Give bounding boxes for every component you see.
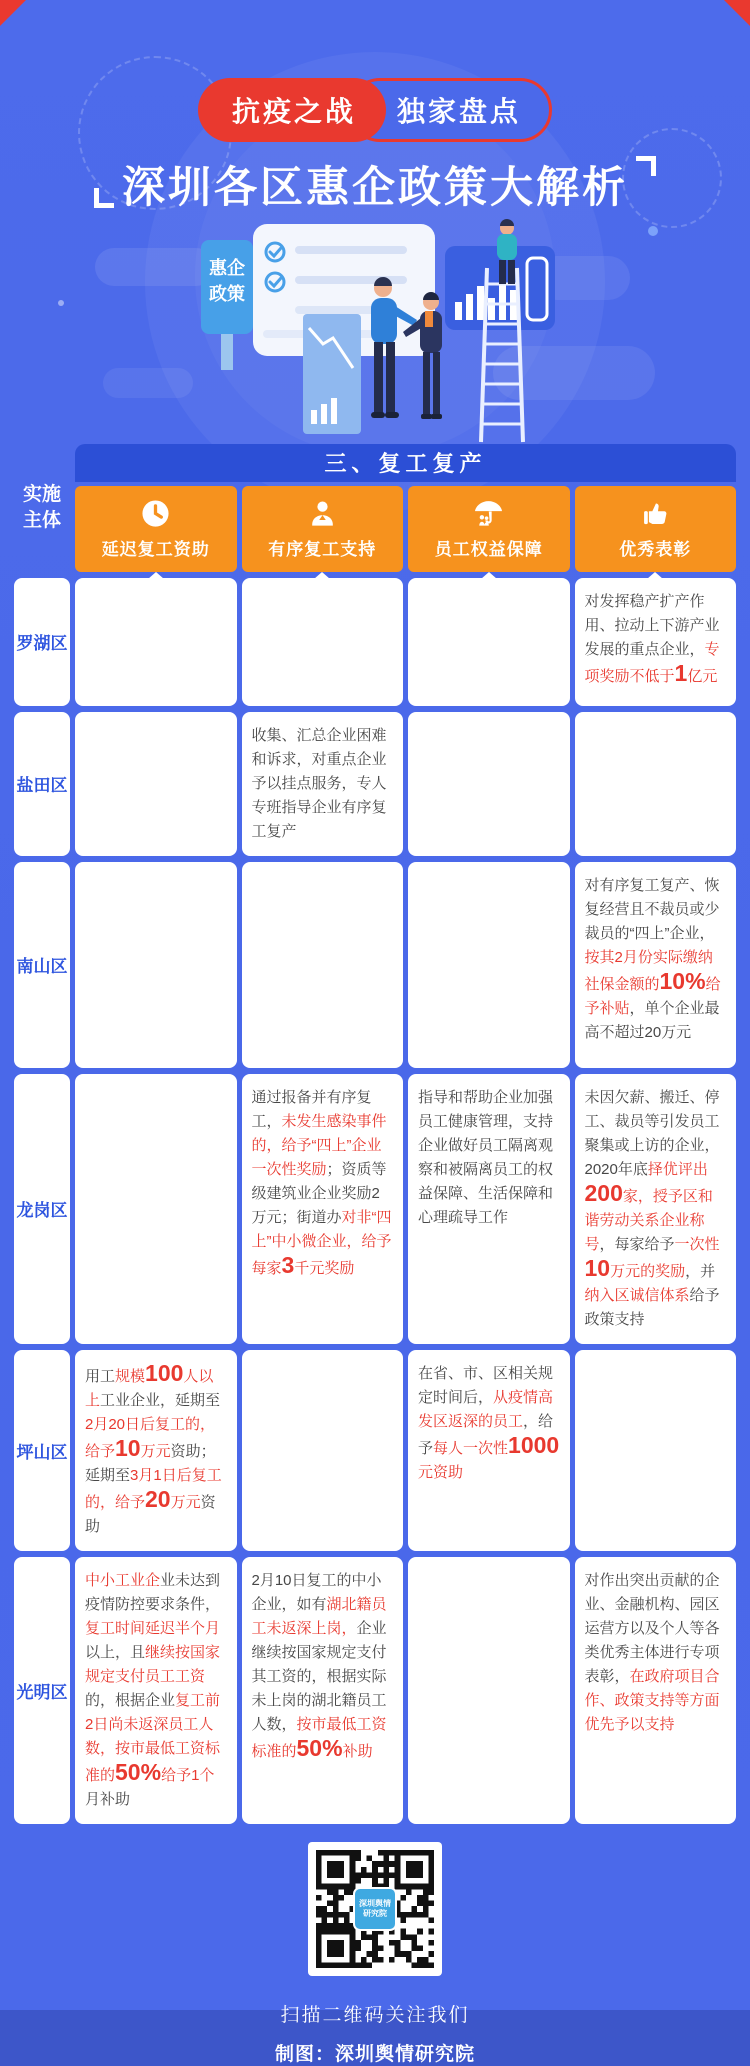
umbrella-icon [472, 497, 505, 530]
chart-banner [303, 314, 361, 434]
worker-icon [306, 497, 339, 530]
policy-cell: 中小工业企业未达到疫情防控要求条件，复工时间延迟半个月以上，且继续按国家规定支付员工工资的，根据企业复工前2日尚未返深员工人数，按市最低工资标准的50%给予1个月补助 [75, 1557, 237, 1824]
svg-text:惠企: 惠企 [209, 257, 245, 278]
column-header-label: 优秀表彰 [619, 540, 692, 560]
column-header-4 [575, 486, 737, 572]
policy-cell: 通过报备并有序复工，未发生感染事件的，给予“四上”企业一次性奖励；资质等级建筑业企业奖励2万元；街道办对非“四上”中小微企业，给予每家3千元奖励 [242, 1074, 404, 1344]
policy-cell: 收集、汇总企业困难和诉求，对重点企业予以挂点服务，专人专班指导企业有序复工复产 [242, 712, 404, 856]
credit-line: 制图：深圳舆情研究院 [274, 2043, 475, 2065]
policy-cell [575, 712, 737, 856]
table-row [14, 578, 736, 706]
column-header-2 [242, 486, 404, 572]
district-label: 坪山区 [14, 1350, 70, 1551]
district-label: 南山区 [14, 862, 70, 1068]
svg-text:政策: 政策 [209, 283, 245, 304]
district-label: 罗湖区 [14, 578, 70, 706]
header-badge [0, 0, 750, 142]
header-illustration [0, 218, 750, 444]
policy-cell [408, 712, 570, 856]
policy-cell [242, 578, 404, 706]
qr-center-logo [353, 1887, 397, 1931]
policy-cell [75, 712, 237, 856]
table-row [14, 862, 736, 1068]
district-label: 光明区 [14, 1557, 70, 1824]
qr-caption: 扫描二维码关注我们 [280, 2004, 470, 2026]
table-row [14, 1557, 736, 1824]
table-row [14, 712, 736, 856]
column-header-label: 延迟复工资助 [101, 540, 210, 560]
table-row [14, 1350, 736, 1551]
policy-cell: 指导和帮助企业加强员工健康管理，支持企业做好员工隔离观察和被隔离员工的权益保障、生活保障和心理疏导工作 [408, 1074, 570, 1344]
column-header-label: 有序复工支持 [268, 540, 377, 560]
policy-cell [408, 1557, 570, 1824]
district-label: 盐田区 [14, 712, 70, 856]
column-header-label: 员工权益保障 [434, 540, 543, 560]
bracket-top-right [636, 156, 656, 176]
table-rows [14, 578, 736, 1824]
bracket-bottom-left [94, 188, 114, 208]
qr-code [308, 1842, 442, 1976]
page-title-text: 深圳各区惠企政策大解析 [122, 164, 628, 212]
section-title: 三、复工复产 [75, 444, 736, 482]
illustration-svg [95, 218, 655, 444]
policy-cell [242, 1350, 404, 1551]
qr-logo-line1: 深圳舆情 [359, 1898, 391, 1908]
policy-cell [75, 862, 237, 1068]
policy-cell [75, 1074, 237, 1344]
row-header-label: 实施主体 [22, 484, 61, 531]
policy-table [14, 444, 736, 1824]
policy-cell: 对有序复工复产、恢复经营且不裁员或少裁员的“四上”企业，按其2月份实际缴纳社保金额的10%给予补贴，单个企业最高不超过20万元 [575, 862, 737, 1068]
policy-sign [201, 240, 253, 370]
column-header-3 [408, 486, 570, 572]
column-header-1 [75, 486, 237, 572]
policy-cell [408, 578, 570, 706]
clock-icon [139, 497, 172, 530]
policy-cell: 对发挥稳产扩产作用、拉动上下游产业发展的重点企业，专项奖励不低于1亿元 [575, 578, 737, 706]
policy-cell: 对作出突出贡献的企业、金融机构、园区运营方以及个人等各类优秀主体进行专项表彰，在政府项目合作、政策支持等方面优先予以支持 [575, 1557, 737, 1824]
table-header [14, 444, 736, 572]
policy-cell: 未因欠薪、搬迁、停工、裁员等引发员工聚集或上访的企业，2020年底择优评出200家，授予区和谐劳动关系企业称号，每家给予一次性10万元的奖励，并纳入区诚信体系给予政策支持 [575, 1074, 737, 1344]
district-label: 龙岗区 [14, 1074, 70, 1344]
thumbs-up-icon [639, 497, 672, 530]
policy-cell [242, 862, 404, 1068]
policy-cell [408, 862, 570, 1068]
policy-cell [575, 1350, 737, 1551]
table-row [14, 1074, 736, 1344]
policy-cell: 在省、市、区相关规定时间后，从疫情高发区返深的员工，给予每人一次性1000元资助 [408, 1350, 570, 1551]
badge-right-label: 独家盘点 [348, 78, 552, 142]
policy-cell: 2月10日复工的中小企业，如有湖北籍员工未返深上岗，企业继续按国家规定支付其工资的，根据实际未上岗的湖北籍员工人数，按市最低工资标准的50%补助 [242, 1557, 404, 1824]
policy-cell [75, 578, 237, 706]
page-title [0, 156, 750, 216]
qr-logo-line2: 研究院 [363, 1908, 387, 1918]
badge-left-label: 抗疫之战 [198, 78, 386, 142]
policy-cell: 用工规模100人以上工业企业，延期至2月20日后复工的，给予10万元资助；延期至3月1日后复工的，给予20万元资助 [75, 1350, 237, 1551]
